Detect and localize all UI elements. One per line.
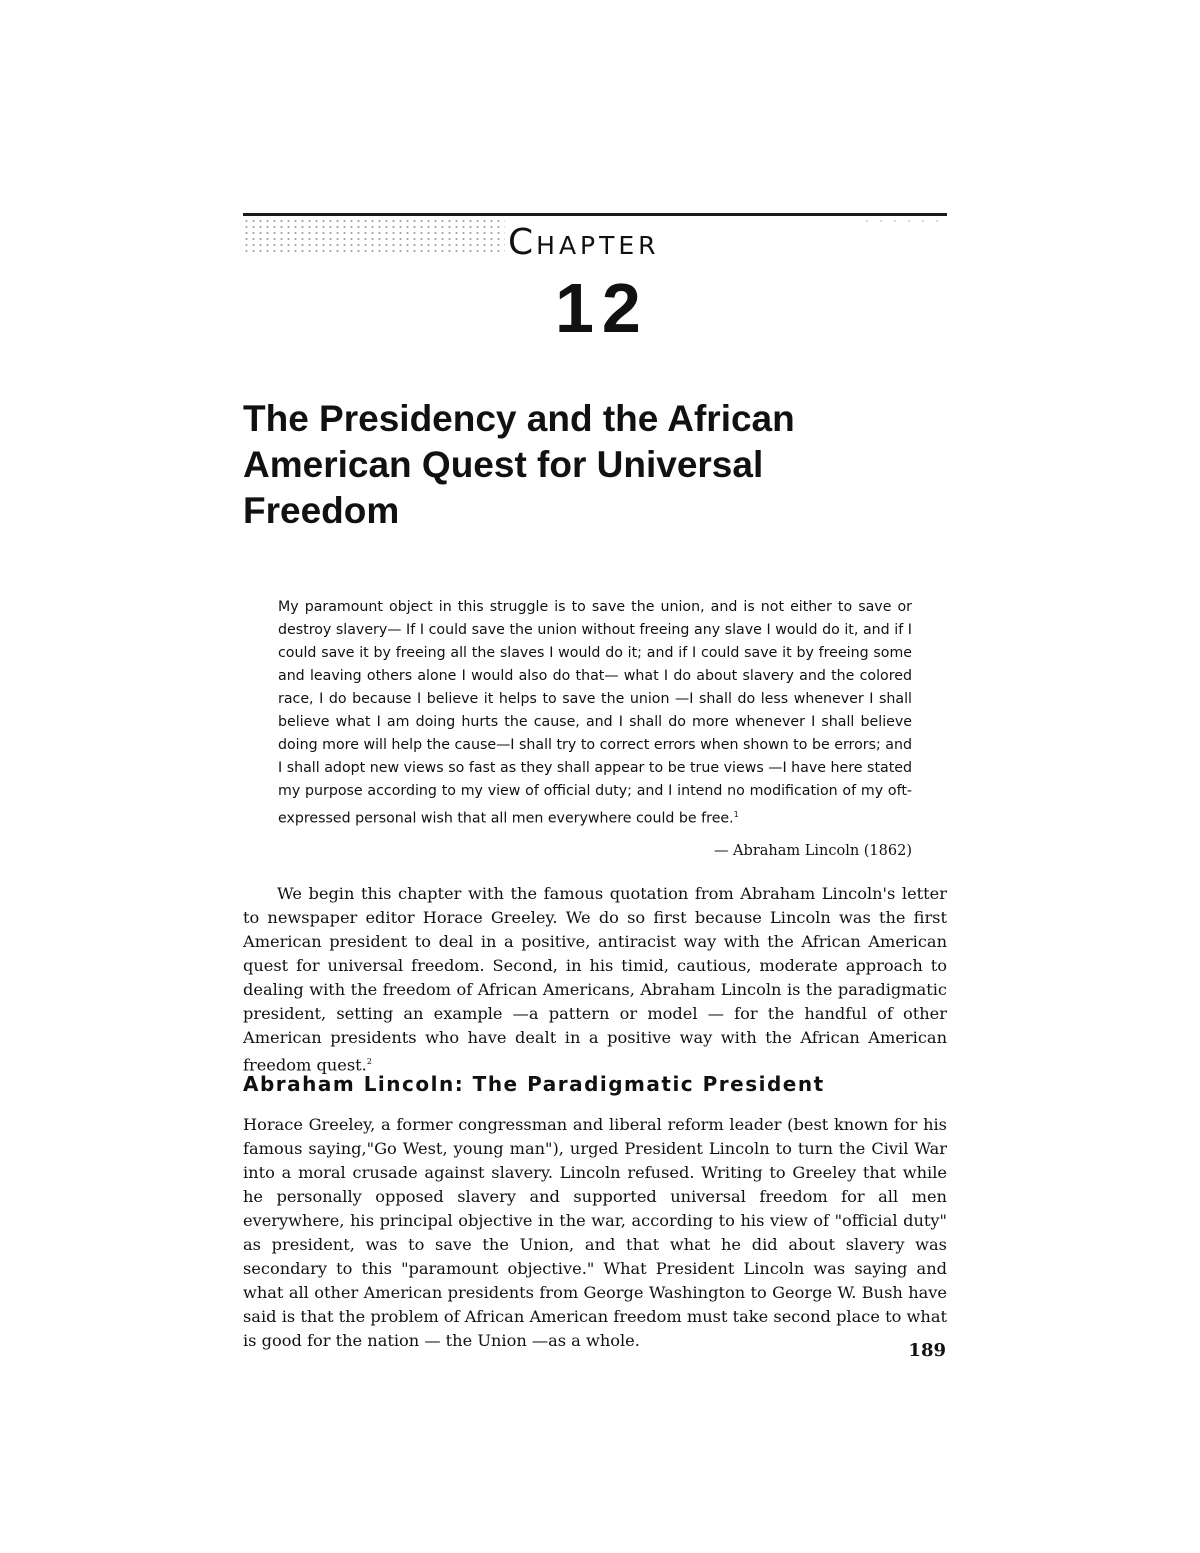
- chapter-rule: [243, 213, 947, 216]
- chapter-stipple-ornament: [243, 218, 505, 256]
- chapter-label-initial: C: [508, 222, 537, 263]
- chapter-number: 12: [555, 269, 649, 347]
- chapter-title: The Presidency and the African American Quest for Universal Freedom: [243, 398, 795, 531]
- intro-paragraph-text: We begin this chapter with the famous quotation from Abraham Lincoln's letter to newspaper editor Horace Greeley. We do so first because Lincoln was the first American president to deal in a positive, antiracist way with the African American quest for universal freedom. Second, in his timid, cautious, moderate approach to dealing with the freedom of African Americans, Abraham Lincoln is the paradigmatic president, setting an example —a pattern or model — for the handful of other American presidents who have dealt in a positive way with the African American freedom quest.: [243, 884, 947, 1075]
- intro-note-marker: 2: [366, 1057, 372, 1066]
- page-number: 189: [908, 1340, 946, 1361]
- epigraph-quote: [278, 596, 912, 831]
- section-paragraph: Horace Greeley, a former congressman and liberal reform leader (best known for his famous saying,"Go West, young man"), urged President Lincoln to turn the Civil War into a moral crusade against slavery. Lincoln refused. Writing to Greeley that while he personally opposed slavery and supported universal freedom for all men everywhere, his principal objective in the war, according to his view of "official duty" as president, was to save the Union, and that what he did about slavery was secondary to this "paramount objective." What President Lincoln was saying and what all other American presidents from George Washington to George W. Bush have said is that the problem of African American freedom must take second place to what is good for the nation — the Union —as a whole.: [243, 1115, 947, 1350]
- chapter-rule-dots: [860, 218, 946, 224]
- epigraph-note-marker: 1: [733, 810, 739, 819]
- section-heading: Abraham Lincoln: The Paradigmatic President: [243, 1072, 825, 1096]
- epigraph-text: My paramount object in this struggle is to save the union, and is not either to save or destroy slavery— If I could save the union without freeing any slave I would do it, and if I could save it by freeing all the slaves I would do it; and if I could save it by freeing some and leaving others alone I would also do that— what I do about slavery and the colored race, I do because I believe it helps to save the union —I shall do less whenever I shall believe what I am doing hurts the cause, and I shall do more whenever I shall believe doing more will help the cause—I shall try to correct errors when shown to be errors; and I shall adopt new views so fast as they shall appear to be true views —I have here stated my purpose according to my view of official duty; and I intend no modification of my oft-expressed personal wish that all men everywhere could be free.: [278, 599, 912, 827]
- chapter-label: [508, 222, 660, 263]
- epigraph-attribution: — Abraham Lincoln (1862): [713, 843, 912, 859]
- intro-paragraph: [243, 882, 947, 1077]
- chapter-label-rest: HAPTER: [536, 231, 660, 260]
